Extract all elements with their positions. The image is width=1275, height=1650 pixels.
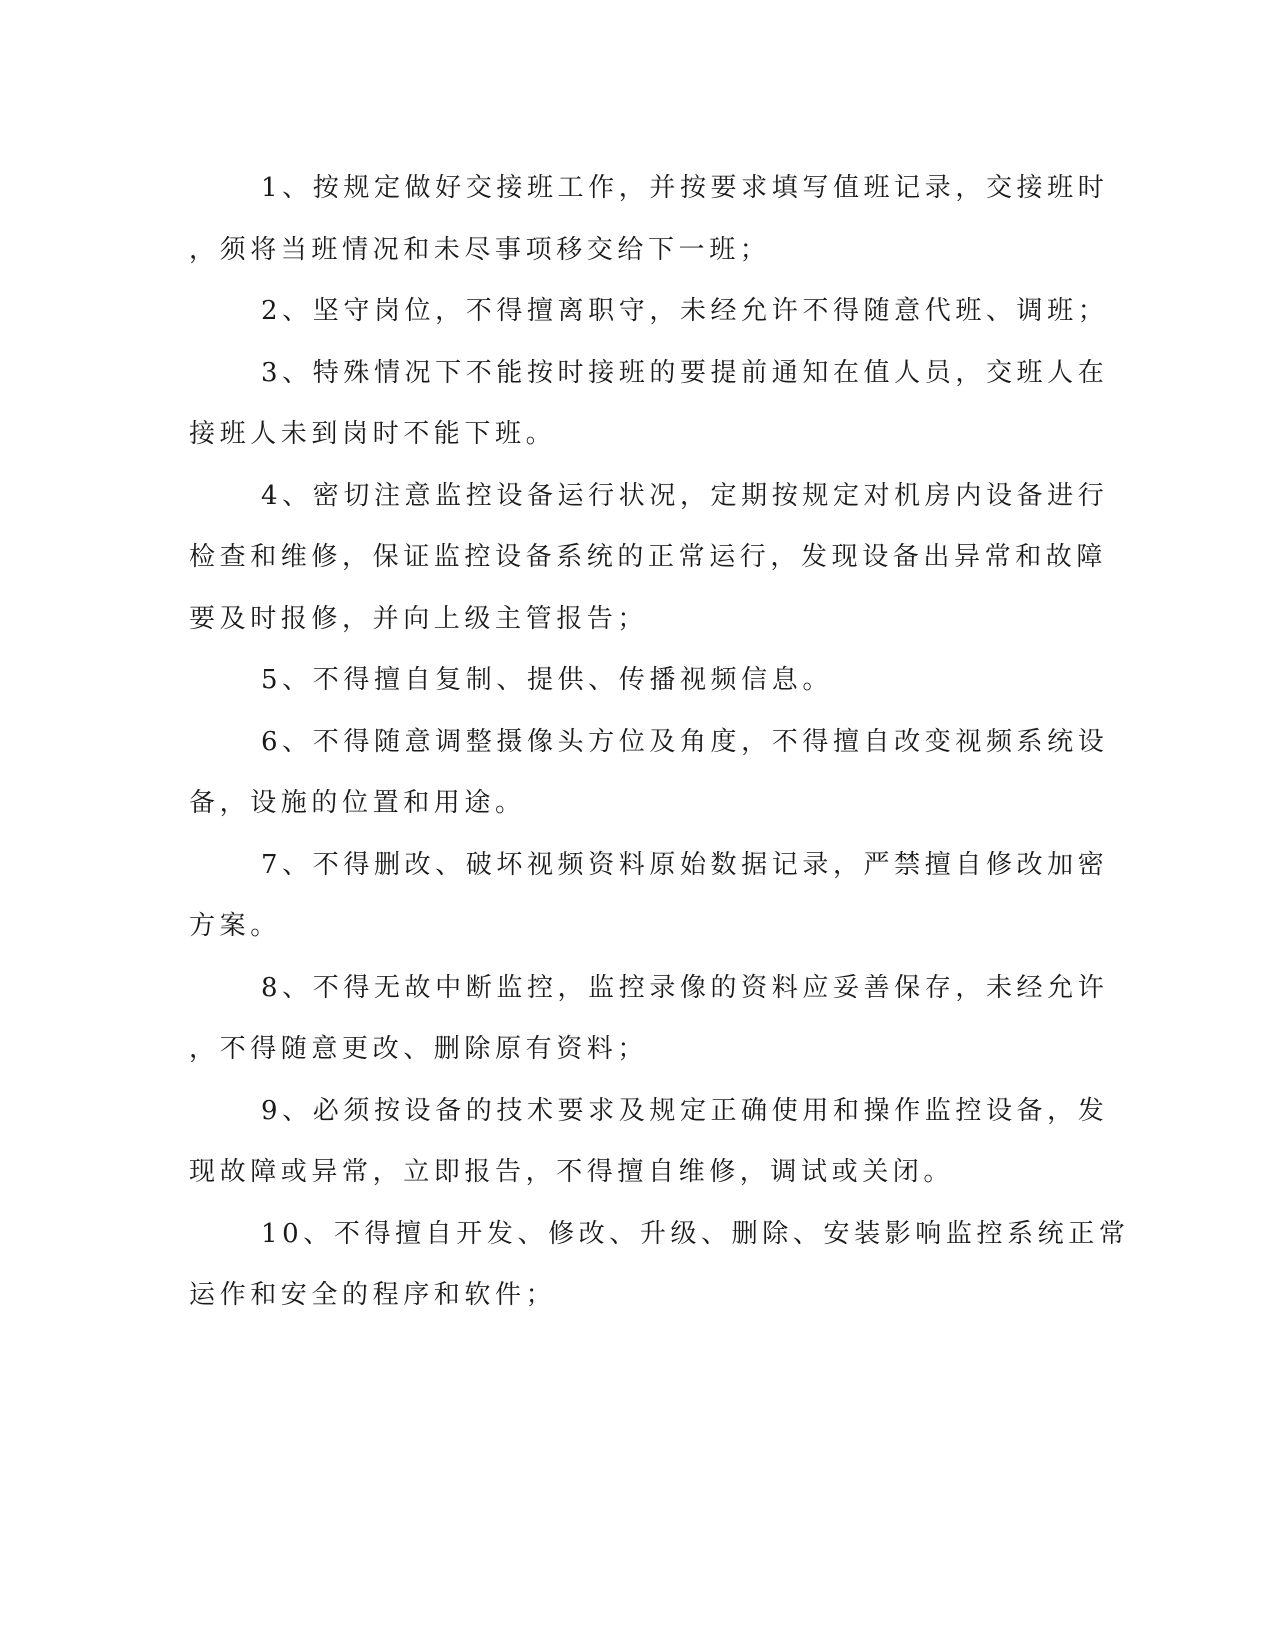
text-line: 10、不得擅自开发、修改、升级、删除、安装影响监控系统正常 [261, 1218, 1130, 1249]
text-line: 5、不得擅自复制、提供、传播视频信息。 [261, 665, 833, 695]
text-line: 2、坚守岗位，不得擅离职守，未经允许不得随意代班、调班； [261, 296, 1109, 326]
text-line: ，须将当班情况和未尽事项移交给下一班； [189, 234, 771, 265]
text-line: 6、不得随意调整摄像头方位及角度，不得擅自改变视频系统设 [261, 726, 1109, 757]
document-body [189, 158, 1130, 1327]
text-line: ，不得随意更改、删除原有资料； [189, 1034, 649, 1064]
text-line: 8、不得无故中断监控，监控录像的资料应妥善保存，未经允许 [261, 972, 1109, 1003]
text-line: 4、密切注意监控设备运行状况，定期按规定对机房内设备进行 [261, 480, 1109, 511]
text-line: 方案。 [189, 911, 281, 941]
text-line: 7、不得删改、破坏视频资料原始数据记录，严禁擅自修改加密 [261, 849, 1109, 880]
text-line: 现故障或异常，立即报告，不得擅自维修，调试或关闭。 [189, 1157, 955, 1187]
text-line: 1、按规定做好交接班工作，并按要求填写值班记录，交接班时 [261, 173, 1109, 203]
text-line: 要及时报修，并向上级主管报告； [189, 603, 649, 634]
text-line: 运作和安全的程序和软件； [189, 1280, 557, 1310]
text-line: 备，设施的位置和用途。 [189, 788, 526, 818]
text-line: 接班人未到岗时不能下班。 [189, 419, 557, 449]
text-line: 9、必须按设备的技术要求及规定正确使用和操作监控设备，发 [261, 1095, 1109, 1126]
text-line: 检查和维修，保证监控设备系统的正常运行，发现设备出异常和故障 [189, 542, 1108, 572]
text-line: 3、特殊情况下不能按时接班的要提前通知在值人员，交班人在 [261, 357, 1109, 388]
